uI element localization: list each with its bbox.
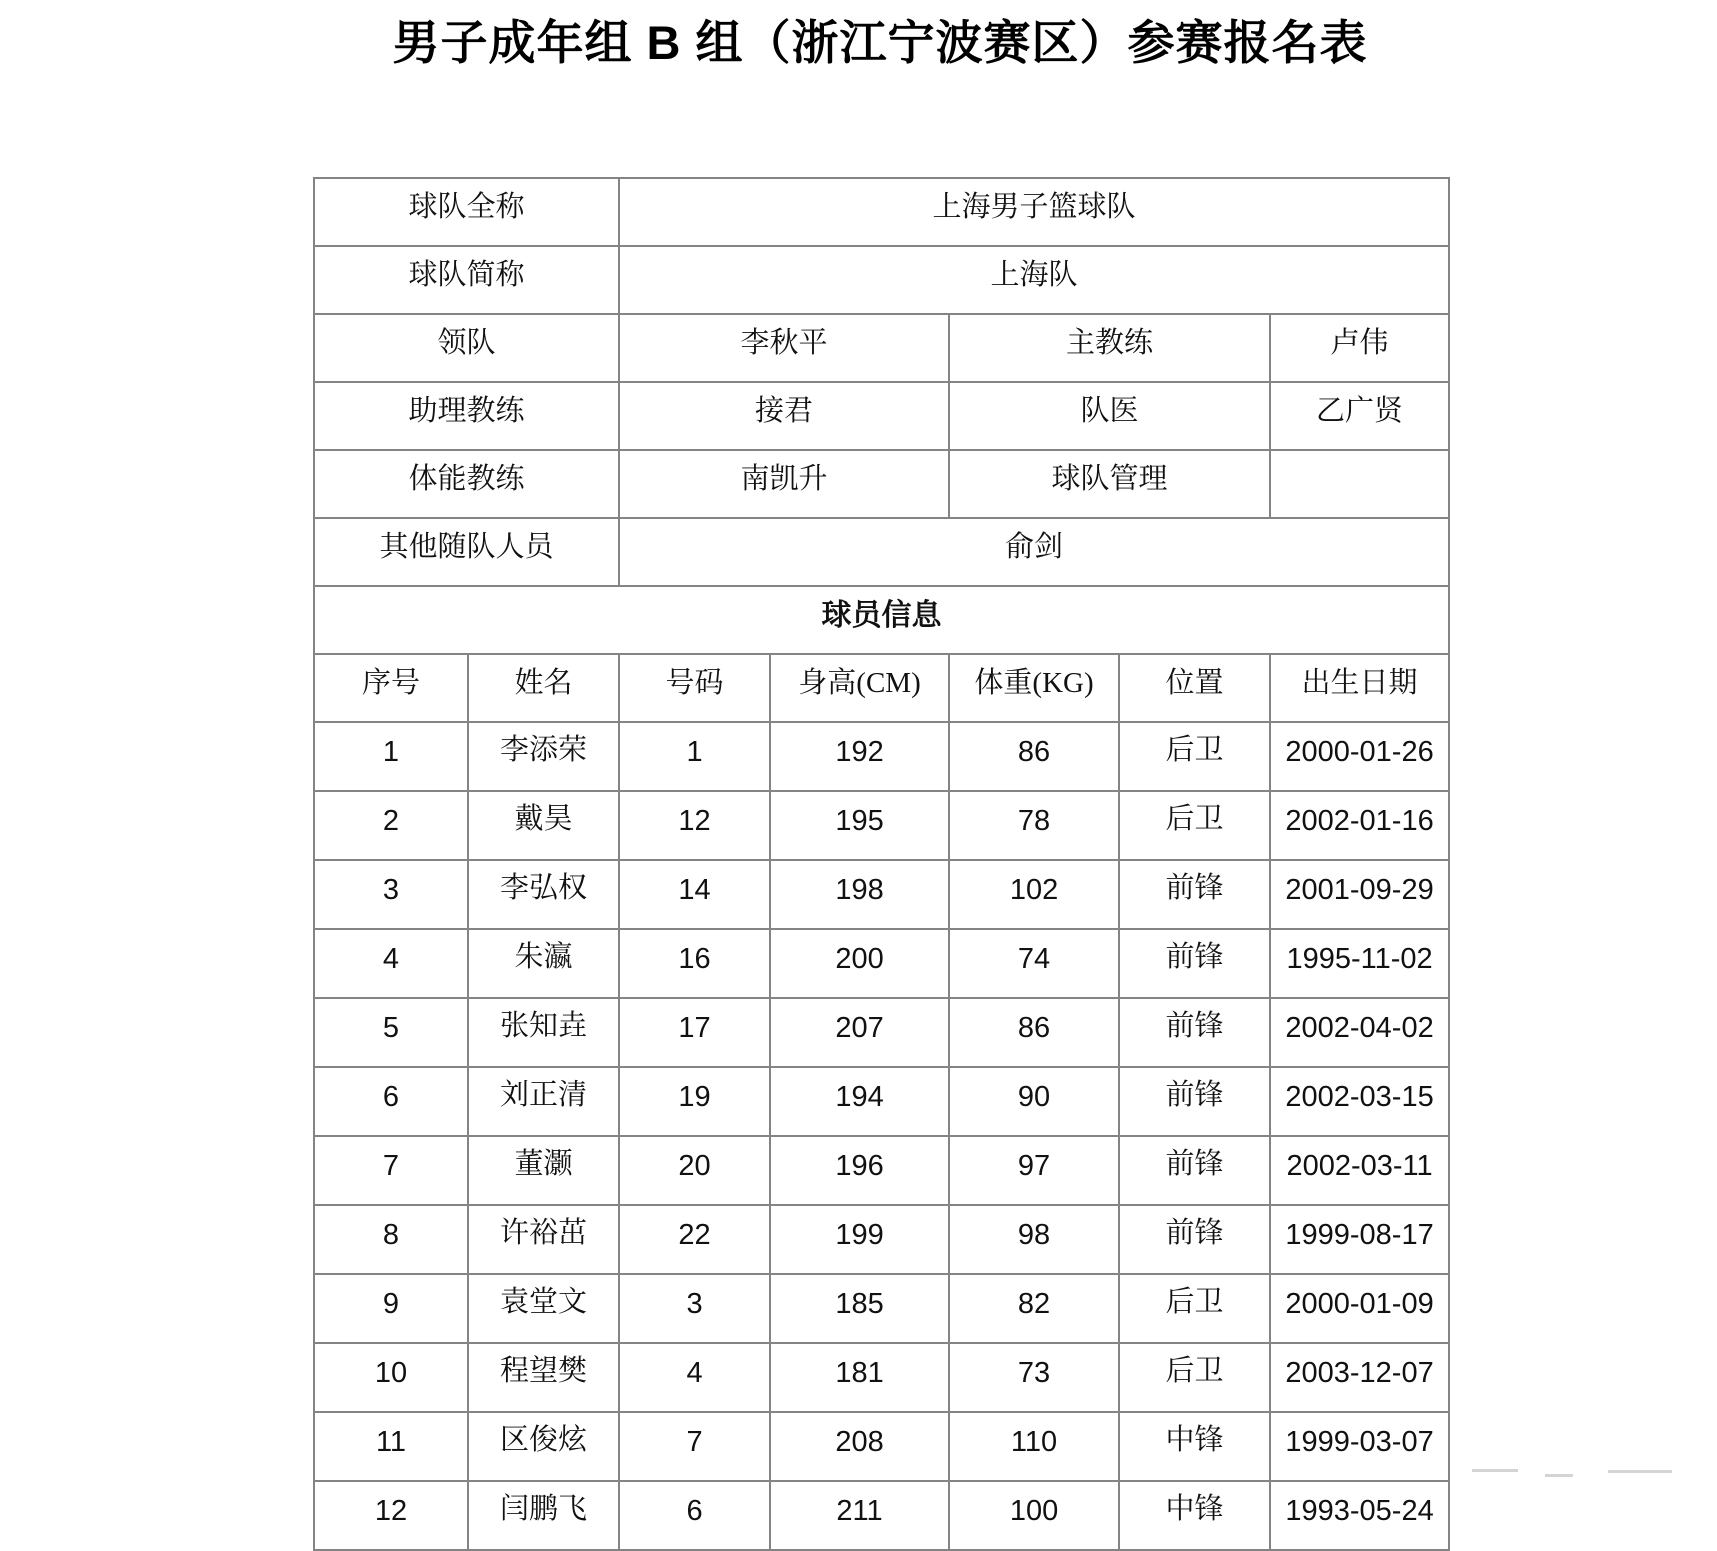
player-weight: 100: [949, 1481, 1119, 1550]
player-row: [314, 791, 1449, 860]
team-fullname-value: 上海男子篮球队: [619, 178, 1449, 246]
player-number: 12: [619, 791, 770, 860]
player-height: 198: [770, 860, 949, 929]
player-height: 200: [770, 929, 949, 998]
column-header-number: 号码: [619, 654, 770, 722]
team-shortname-value: 上海队: [619, 246, 1449, 314]
team-shortname-row: [314, 246, 1449, 314]
player-birthdate: 2003-12-07: [1270, 1343, 1449, 1412]
players-section-row: [314, 586, 1449, 654]
player-position: 后卫: [1119, 791, 1270, 860]
players-header-row: [314, 654, 1449, 722]
player-name: 朱瀛: [468, 929, 619, 998]
player-seq: 12: [314, 1481, 468, 1550]
team-doctor-value: 乙广贤: [1270, 382, 1449, 450]
player-birthdate: 2000-01-09: [1270, 1274, 1449, 1343]
column-header-name: 姓名: [468, 654, 619, 722]
leader-headcoach-row: [314, 314, 1449, 382]
player-position: 前锋: [1119, 860, 1270, 929]
player-height: 211: [770, 1481, 949, 1550]
player-row: [314, 1343, 1449, 1412]
player-seq: 11: [314, 1412, 468, 1481]
column-header-height: 身高(CM): [770, 654, 949, 722]
player-position: 后卫: [1119, 1343, 1270, 1412]
head-coach-value: 卢伟: [1270, 314, 1449, 382]
player-position: 中锋: [1119, 1481, 1270, 1550]
team-shortname-label: 球队简称: [314, 246, 619, 314]
player-number: 1: [619, 722, 770, 791]
fitnesscoach-manager-row: [314, 450, 1449, 518]
player-seq: 6: [314, 1067, 468, 1136]
player-birthdate: 2000-01-26: [1270, 722, 1449, 791]
player-height: 196: [770, 1136, 949, 1205]
player-name: 区俊炫: [468, 1412, 619, 1481]
player-seq: 9: [314, 1274, 468, 1343]
player-birthdate: 2002-03-11: [1270, 1136, 1449, 1205]
scan-artifact: [1472, 1469, 1518, 1472]
player-height: 181: [770, 1343, 949, 1412]
player-number: 7: [619, 1412, 770, 1481]
player-number: 20: [619, 1136, 770, 1205]
player-weight: 86: [949, 998, 1119, 1067]
player-birthdate: 1999-03-07: [1270, 1412, 1449, 1481]
player-number: 16: [619, 929, 770, 998]
player-seq: 10: [314, 1343, 468, 1412]
other-staff-row: [314, 518, 1449, 586]
player-seq: 1: [314, 722, 468, 791]
team-fullname-label: 球队全称: [314, 178, 619, 246]
player-height: 194: [770, 1067, 949, 1136]
player-seq: 3: [314, 860, 468, 929]
assistantcoach-doctor-row: [314, 382, 1449, 450]
player-seq: 2: [314, 791, 468, 860]
player-weight: 98: [949, 1205, 1119, 1274]
player-name: 李添荣: [468, 722, 619, 791]
player-name: 董灏: [468, 1136, 619, 1205]
team-registration-table: [313, 177, 1450, 1551]
column-header-seq: 序号: [314, 654, 468, 722]
player-row: [314, 929, 1449, 998]
player-weight: 86: [949, 722, 1119, 791]
player-birthdate: 2002-03-15: [1270, 1067, 1449, 1136]
player-weight: 82: [949, 1274, 1119, 1343]
player-weight: 97: [949, 1136, 1119, 1205]
player-number: 17: [619, 998, 770, 1067]
team-fullname-row: [314, 178, 1449, 246]
assistant-coach-label: 助理教练: [314, 382, 619, 450]
player-birthdate: 2001-09-29: [1270, 860, 1449, 929]
assistant-coach-value: 接君: [619, 382, 949, 450]
fitness-coach-value: 南凯升: [619, 450, 949, 518]
player-weight: 110: [949, 1412, 1119, 1481]
player-position: 前锋: [1119, 1067, 1270, 1136]
player-number: 14: [619, 860, 770, 929]
player-row: [314, 998, 1449, 1067]
player-row: [314, 860, 1449, 929]
player-birthdate: 2002-04-02: [1270, 998, 1449, 1067]
player-weight: 74: [949, 929, 1119, 998]
fitness-coach-label: 体能教练: [314, 450, 619, 518]
player-birthdate: 2002-01-16: [1270, 791, 1449, 860]
player-name: 刘正清: [468, 1067, 619, 1136]
player-weight: 102: [949, 860, 1119, 929]
head-coach-label: 主教练: [949, 314, 1270, 382]
player-name: 袁堂文: [468, 1274, 619, 1343]
player-row: [314, 1412, 1449, 1481]
player-seq: 8: [314, 1205, 468, 1274]
player-number: 3: [619, 1274, 770, 1343]
player-row: [314, 1067, 1449, 1136]
player-height: 199: [770, 1205, 949, 1274]
player-row: [314, 1136, 1449, 1205]
player-row: [314, 1205, 1449, 1274]
player-birthdate: 1995-11-02: [1270, 929, 1449, 998]
player-height: 208: [770, 1412, 949, 1481]
player-height: 185: [770, 1274, 949, 1343]
player-position: 中锋: [1119, 1412, 1270, 1481]
player-position: 前锋: [1119, 1205, 1270, 1274]
other-staff-value: 俞剑: [619, 518, 1449, 586]
team-leader-label: 领队: [314, 314, 619, 382]
player-row: [314, 1274, 1449, 1343]
player-birthdate: 1999-08-17: [1270, 1205, 1449, 1274]
player-number: 19: [619, 1067, 770, 1136]
player-number: 22: [619, 1205, 770, 1274]
player-seq: 5: [314, 998, 468, 1067]
player-weight: 90: [949, 1067, 1119, 1136]
player-name: 张知垚: [468, 998, 619, 1067]
player-name: 戴昊: [468, 791, 619, 860]
column-header-birthdate: 出生日期: [1270, 654, 1449, 722]
scan-artifact: [1608, 1470, 1672, 1473]
team-manager-label: 球队管理: [949, 450, 1270, 518]
player-height: 207: [770, 998, 949, 1067]
team-leader-value: 李秋平: [619, 314, 949, 382]
player-name: 程望樊: [468, 1343, 619, 1412]
player-seq: 7: [314, 1136, 468, 1205]
player-height: 192: [770, 722, 949, 791]
player-seq: 4: [314, 929, 468, 998]
player-number: 4: [619, 1343, 770, 1412]
player-position: 前锋: [1119, 929, 1270, 998]
player-row: [314, 722, 1449, 791]
player-position: 前锋: [1119, 1136, 1270, 1205]
team-doctor-label: 队医: [949, 382, 1270, 450]
player-name: 闫鹏飞: [468, 1481, 619, 1550]
column-header-position: 位置: [1119, 654, 1270, 722]
player-birthdate: 1993-05-24: [1270, 1481, 1449, 1550]
player-position: 后卫: [1119, 1274, 1270, 1343]
player-name: 许裕茁: [468, 1205, 619, 1274]
team-manager-value: [1270, 450, 1449, 518]
scan-artifact: [1545, 1474, 1573, 1477]
player-position: 后卫: [1119, 722, 1270, 791]
player-weight: 78: [949, 791, 1119, 860]
player-height: 195: [770, 791, 949, 860]
column-header-weight: 体重(KG): [949, 654, 1119, 722]
other-staff-label: 其他随队人员: [314, 518, 619, 586]
player-weight: 73: [949, 1343, 1119, 1412]
player-number: 6: [619, 1481, 770, 1550]
player-name: 李弘权: [468, 860, 619, 929]
player-position: 前锋: [1119, 998, 1270, 1067]
page-title: 男子成年组 B 组（浙江宁波赛区）参赛报名表: [392, 16, 1368, 69]
player-row: [314, 1481, 1449, 1550]
players-section-title: 球员信息: [314, 586, 1449, 654]
